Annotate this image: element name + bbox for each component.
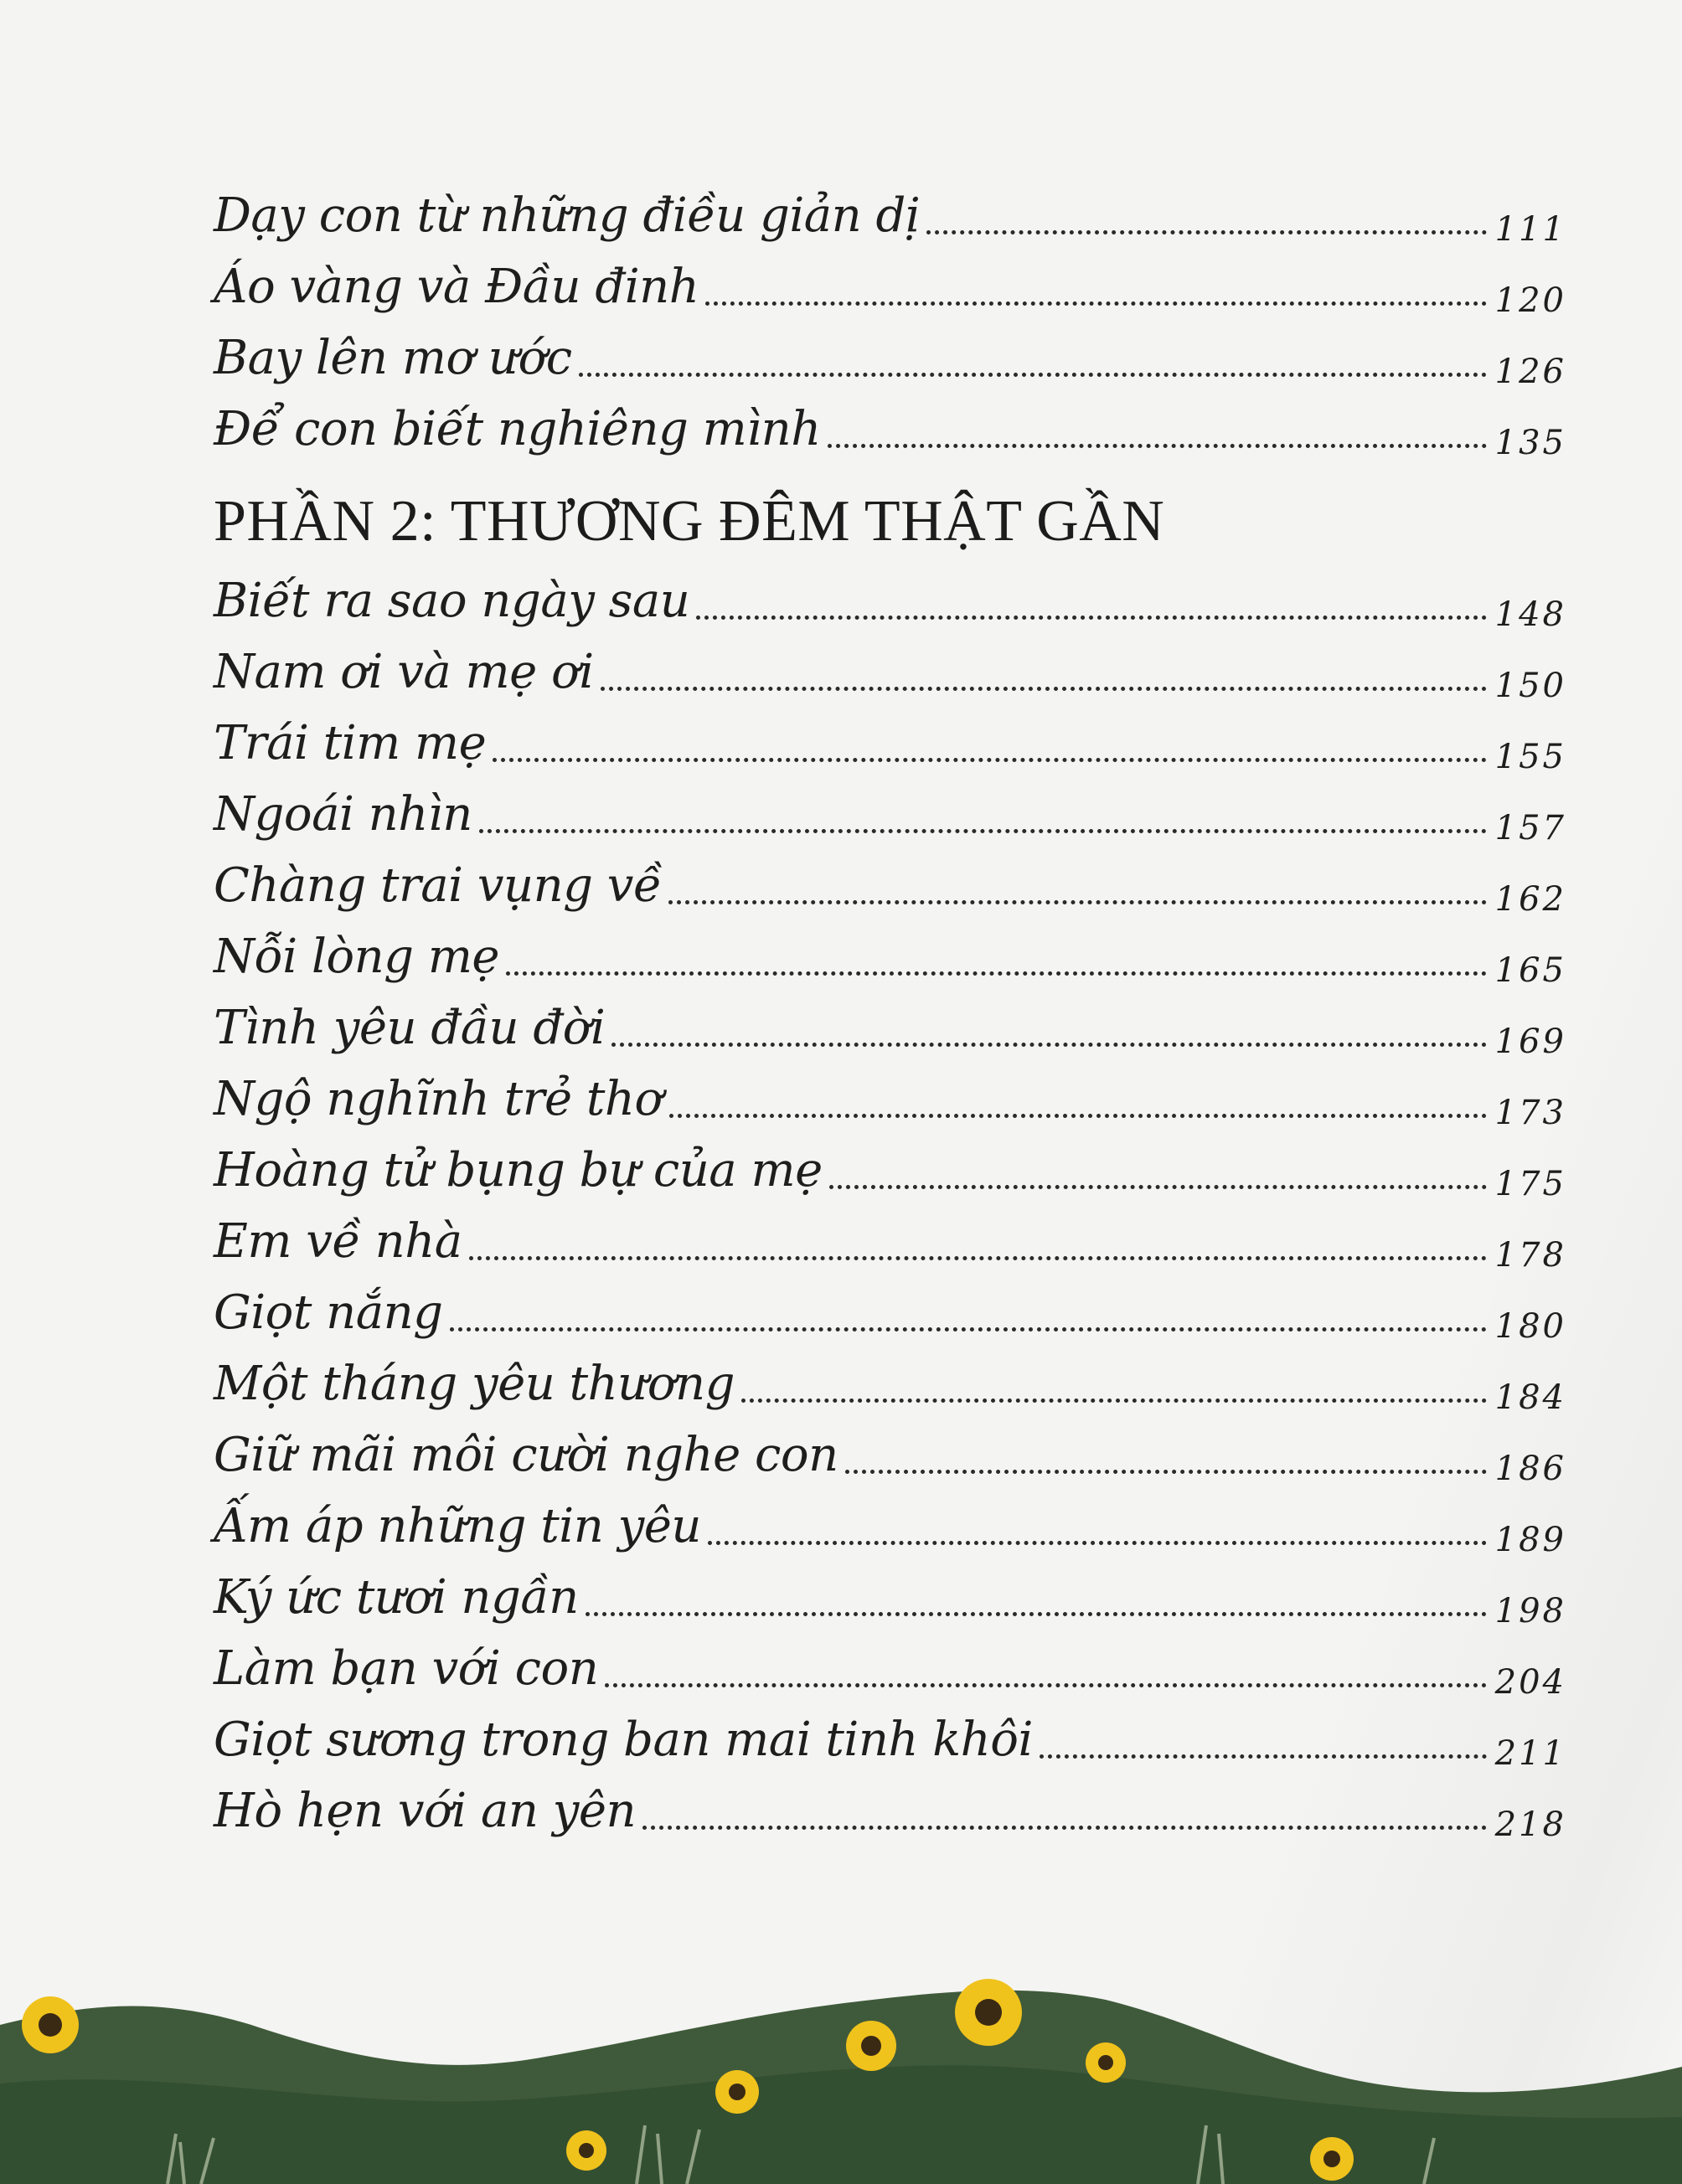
toc-entry-page: 169	[1494, 1022, 1566, 1061]
toc-entry-title: Ngộ nghĩnh trẻ thơ	[214, 1072, 663, 1126]
toc-entry[interactable]	[214, 779, 1566, 850]
toc-entry-page: 178	[1494, 1236, 1566, 1275]
dot-leader	[479, 829, 1487, 833]
toc-entry-title: Một tháng yêu thương	[214, 1357, 735, 1411]
dot-leader	[605, 1683, 1486, 1687]
toc-entry-title: Hoàng tử bụng bự của mẹ	[214, 1143, 823, 1198]
toc-entry-page: 175	[1494, 1165, 1566, 1203]
sunflower-icon	[566, 2130, 606, 2171]
toc-entry-title: Ấm áp những tin yêu	[214, 1499, 701, 1553]
sunflower-icon	[22, 1996, 79, 2053]
dot-leader	[450, 1327, 1487, 1332]
dot-leader	[493, 758, 1486, 762]
dot-leader	[828, 444, 1487, 448]
dot-leader	[586, 1612, 1487, 1616]
dot-leader	[506, 971, 1487, 976]
toc-entry-page: 180	[1494, 1307, 1566, 1346]
toc-entry[interactable]	[214, 636, 1566, 708]
dot-leader	[741, 1398, 1487, 1403]
toc-entry[interactable]	[214, 1419, 1566, 1491]
table-of-contents	[214, 180, 1566, 1847]
toc-entry-title: Trái tim mẹ	[214, 716, 487, 770]
toc-entry-title: Biết ra sao ngày sau	[214, 574, 690, 628]
toc-entry-title: Em về nhà	[214, 1214, 462, 1269]
toc-entry[interactable]	[214, 1633, 1566, 1704]
toc-entry-page: 150	[1494, 667, 1566, 705]
toc-entry-page: 126	[1494, 353, 1566, 391]
toc-entry-page: 162	[1494, 880, 1566, 919]
dot-leader	[845, 1470, 1487, 1474]
toc-entry[interactable]	[214, 1348, 1566, 1419]
toc-entry-title: Nỗi lòng mẹ	[214, 930, 500, 984]
sunflower-icon	[846, 2021, 896, 2071]
dot-leader	[926, 230, 1486, 234]
toc-entry-title: Làm bạn với con	[214, 1641, 599, 1696]
toc-entry-page: 218	[1494, 1805, 1566, 1844]
dot-leader	[642, 1826, 1487, 1830]
toc-entry-title: Giọt nắng	[214, 1285, 443, 1340]
toc-entry-title: Nam ơi và mẹ ơi	[214, 645, 594, 699]
toc-entry[interactable]	[214, 708, 1566, 779]
sunflower-icon	[715, 2070, 759, 2114]
dot-leader	[611, 1043, 1486, 1047]
toc-entry-title: Áo vàng và Đầu đinh	[214, 260, 699, 314]
toc-entry[interactable]	[214, 322, 1566, 394]
toc-entry-title: Dạy con từ những điều giản dị	[214, 188, 921, 243]
toc-entry-page: 157	[1494, 809, 1566, 847]
toc-entry-page: 155	[1494, 738, 1566, 776]
toc-entry-page: 173	[1494, 1094, 1566, 1132]
toc-entry[interactable]	[214, 1491, 1566, 1562]
toc-entry-page: 211	[1494, 1734, 1566, 1773]
toc-entry-title: Giọt sương trong ban mai tinh khôi	[214, 1713, 1033, 1767]
toc-entry-page: 135	[1494, 424, 1566, 462]
toc-entry-page: 189	[1494, 1521, 1566, 1559]
toc-entry[interactable]	[214, 850, 1566, 921]
toc-entry[interactable]	[214, 1562, 1566, 1633]
dot-leader	[708, 1541, 1487, 1545]
sunflower-icon	[1086, 2042, 1126, 2083]
toc-entry[interactable]	[214, 992, 1566, 1064]
toc-entry-title: Chàng trai vụng về	[214, 858, 662, 913]
dot-leader	[829, 1185, 1487, 1189]
toc-entry-title: Bay lên mơ ước	[214, 331, 572, 385]
toc-entry[interactable]	[214, 180, 1566, 251]
toc-entry[interactable]	[214, 921, 1566, 992]
toc-entry-page: 184	[1494, 1378, 1566, 1417]
toc-entry-title: Ký ức tươi ngần	[214, 1570, 579, 1625]
toc-entry-title: Ngoái nhìn	[214, 787, 472, 842]
dot-leader	[579, 373, 1487, 377]
dot-leader	[705, 301, 1486, 306]
dot-leader	[1040, 1754, 1487, 1759]
toc-entry-page: 198	[1494, 1592, 1566, 1630]
toc-entry[interactable]	[214, 565, 1566, 636]
sunflower-icon	[1310, 2137, 1354, 2181]
toc-entry-page: 120	[1494, 281, 1566, 320]
dot-leader	[696, 616, 1486, 620]
toc-entry[interactable]	[214, 1206, 1566, 1277]
toc-entry-title: Tình yêu đầu đời	[214, 1001, 606, 1055]
dot-leader	[669, 1114, 1487, 1118]
toc-entry-page: 165	[1494, 951, 1566, 990]
toc-entry[interactable]	[214, 1064, 1566, 1135]
toc-entry-title: Giữ mãi môi cười nghe con	[214, 1428, 838, 1482]
toc-entry[interactable]	[214, 1135, 1566, 1206]
toc-entry-page: 186	[1494, 1450, 1566, 1488]
toc-entry[interactable]	[214, 1775, 1566, 1847]
toc-entry-page: 204	[1494, 1663, 1566, 1702]
dot-leader	[668, 900, 1487, 904]
toc-entry[interactable]	[214, 1277, 1566, 1348]
toc-entry[interactable]	[214, 251, 1566, 322]
sunflower-icon	[955, 1979, 1022, 2046]
toc-entry[interactable]	[214, 394, 1566, 465]
toc-entry[interactable]	[214, 1704, 1566, 1775]
meadow-illustration	[0, 1966, 1682, 2184]
toc-entry-title: Để con biết nghiêng mình	[214, 402, 821, 456]
part-2-heading: PHẦN 2: THƯƠNG ĐÊM THẬT GẦN	[214, 489, 1165, 554]
dot-leader	[469, 1256, 1487, 1260]
toc-entry-page: 148	[1494, 595, 1566, 634]
dot-leader	[601, 687, 1487, 691]
toc-entry-title: Hò hẹn với an yên	[214, 1784, 637, 1838]
toc-entry-page: 111	[1494, 210, 1566, 249]
